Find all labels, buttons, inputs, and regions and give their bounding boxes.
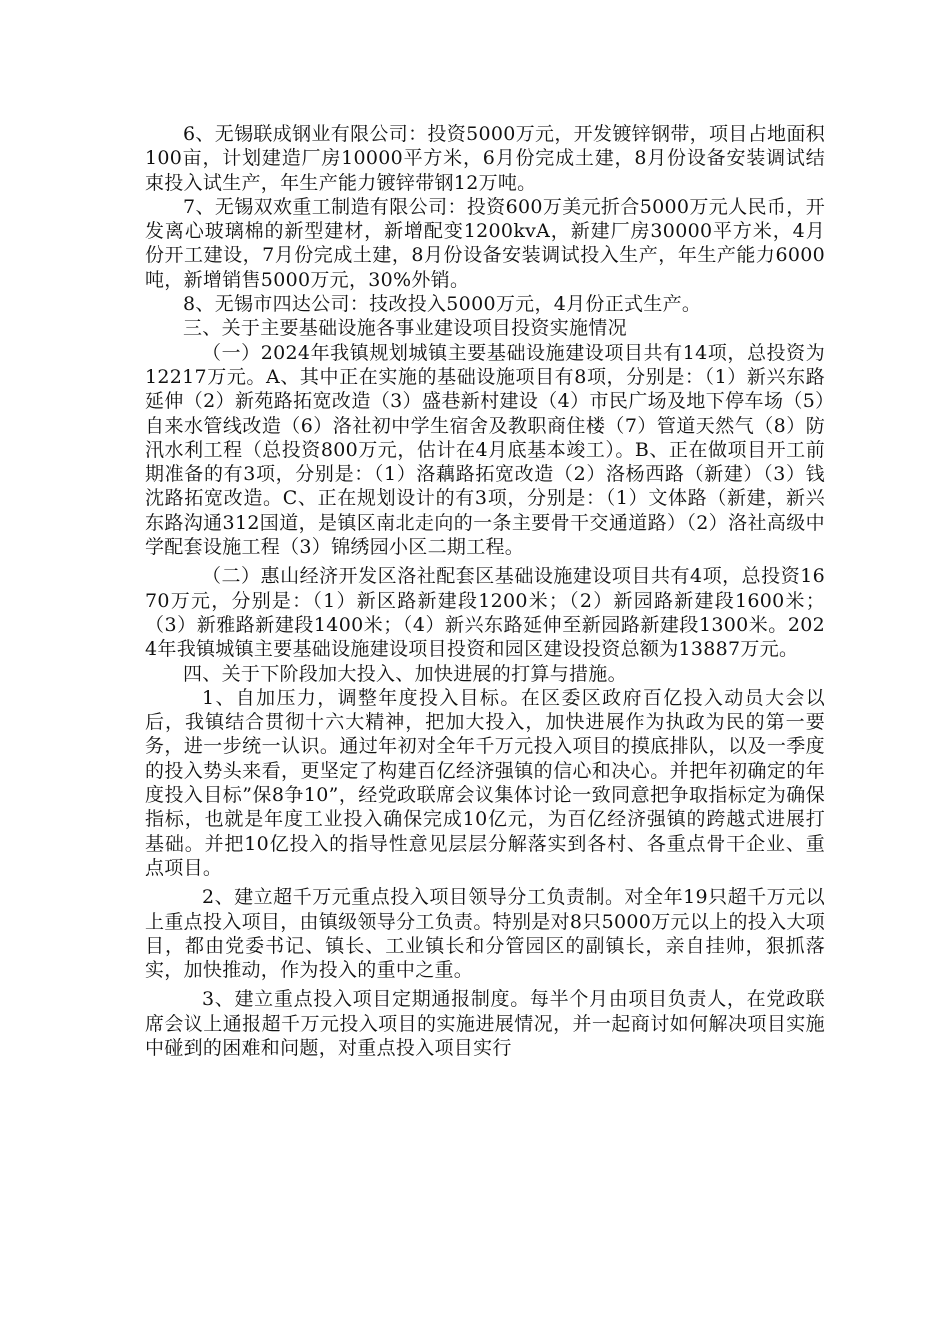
paragraph-item-7: 7、无锡双欢重工制造有限公司：投资600万美元折合5000万元人民币，开发离心玻璃棉的新型建材，新增配变1200kvA，新建厂房30000平方米，4月份开工建设，7月份完成土建，8月份设备安装调试投入生产，年生产能力6000吨，新增销售5000万元，30%外销。: [145, 195, 825, 291]
paragraph-subsection-1: （一）2024年我镇规划城镇主要基础设施建设项目共有14项，总投资为12217万元。A、其中正在实施的基础设施项目有8项，分别是：（1）新兴东路延伸（2）新苑路拓宽改造（3）盛巷新村建设（4）市民广场及地下停车场（5）自来水管线改造（6）洛社初中学生宿舍及教职商住楼（7）管道天然气（8）防汛水利工程（总投资800万元，估计在4月底基本竣工）。B、正在做项目开工前期准备的有3项，分别是：（1）洛藕路拓宽改造（2）洛杨西路（新建）（3）钱沈路拓宽改造。C、正在规划设计的有3项，分别是：（1）文体路（新建，新兴东路沟通312国道，是镇区南北走向的一条主要骨干交通道路）（2）洛社高级中学配套设施工程（3）锦绣园小区二期工程。: [145, 341, 825, 559]
paragraph-item-8: 8、无锡市四达公司：技改投入5000万元，4月份正式生产。: [183, 293, 702, 316]
paragraph-measure-1: 1、自加压力，调整年度投入目标。在区委区政府百亿投入动员大会以后，我镇结合贯彻十六大精神，把加大投入，加快进展作为执政为民的第一要务，进一步统一认识。通过年初对全年千万元投入项目的摸底排队，以及一季度的投入势头来看，更坚定了构建百亿经济强镇的信心和决心。并把年初确定的年度投入目标”保8争10”，经党政联席会议集体讨论一致同意把争取指标定为确保指标，也就是年度工业投入确保完成10亿元，为百亿经济强镇的跨越式进展打基础。并把10亿投入的指导性意见层层分解落实到各村、各重点骨干企业、重点项目。: [145, 686, 825, 879]
document-body: [145, 122, 825, 1060]
section-heading-3: 三、关于主要基础设施各事业建设项目投资实施情况: [183, 317, 627, 340]
section-heading-4: 四、关于下阶段加大投入、加快进展的打算与措施。: [183, 662, 627, 685]
paragraph-subsection-2: （二）惠山经济开发区洛社配套区基础设施建设项目共有4项，总投资1670万元，分别是：（1）新区路新建段1200米；（2）新园路新建段1600米；（3）新雅路新建段1400米；（4）新兴东路延伸至新园路新建段1300米。2024年我镇城镇主要基础设施建设项目投资和园区建设投资总额为13887万元。: [145, 565, 825, 661]
paragraph-item-6: 6、无锡联成钢业有限公司：投资5000万元，开发镀锌钢带，项目占地面积100亩，计划建造厂房10000平方米，6月份完成土建，8月份设备安装调试结束投入试生产，年生产能力镀锌带钢12万吨。: [145, 123, 825, 194]
paragraph-measure-2: 2、建立超千万元重点投入项目领导分工负责制。对全年19只超千万元以上重点投入项目，由镇级领导分工负责。特别是对8只5000万元以上的投入大项目，都由党委书记、镇长、工业镇长和分管园区的副镇长，亲自挂帅，狠抓落实，加快推动，作为投入的重中之重。: [145, 886, 825, 982]
paragraph-measure-3: 3、建立重点投入项目定期通报制度。每半个月由项目负责人，在党政联席会议上通报超千万元投入项目的实施进展情况，并一起商讨如何解决项目实施中碰到的困难和问题，对重点投入项目实行: [145, 988, 825, 1059]
